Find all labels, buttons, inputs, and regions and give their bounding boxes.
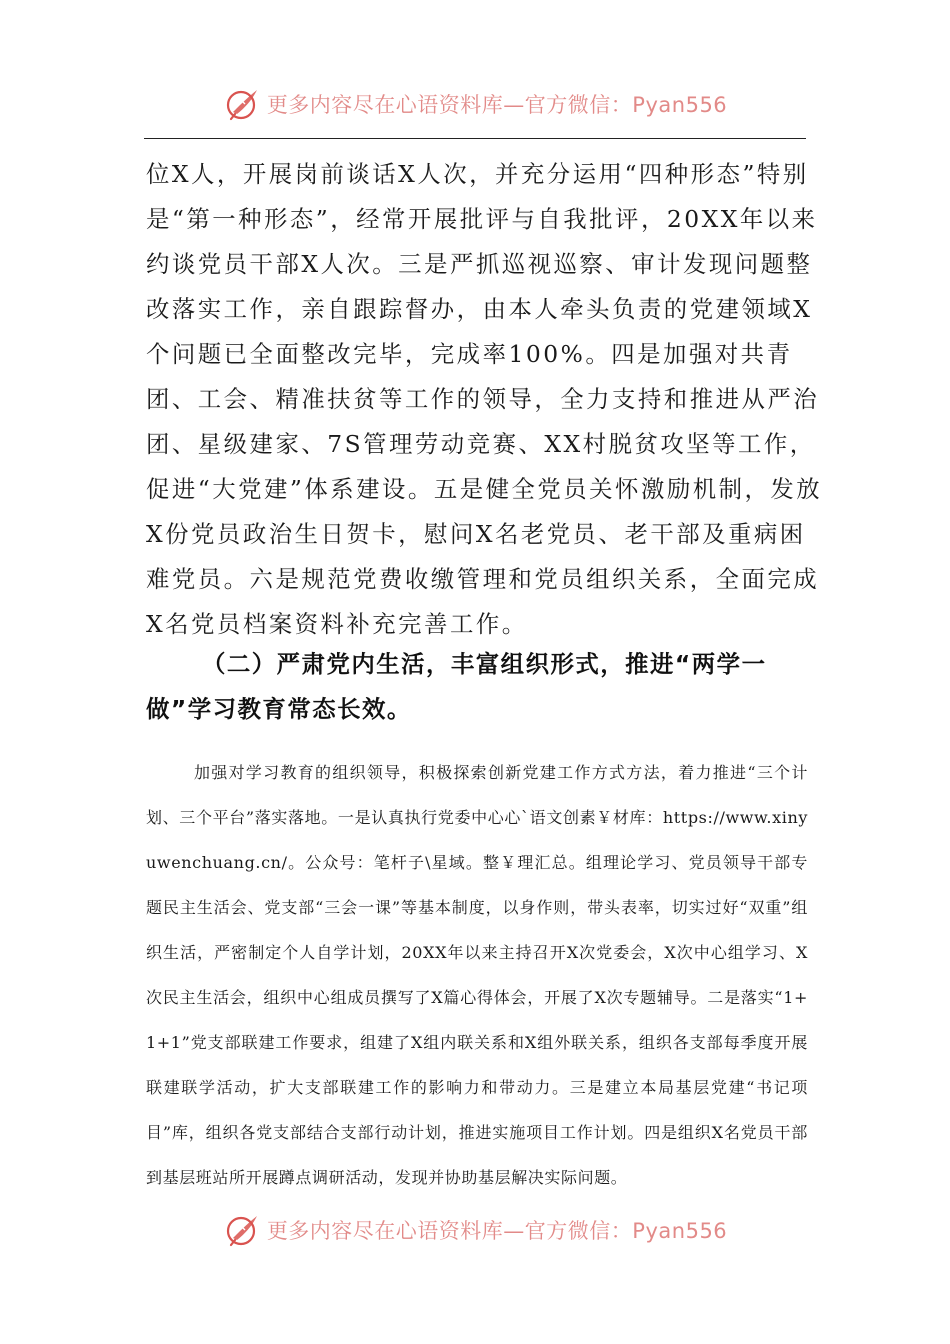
footer-banner-text: 更多内容尽在心语资料库—官方微信：Pyan556 (266, 1219, 728, 1243)
header-banner (0, 82, 950, 126)
section-heading: （二）严肃党内生活，丰富组织形式，推进“两学一做”学习教育常态长效。 (146, 650, 767, 723)
body-paragraph-continued (146, 152, 826, 647)
quill-logo-icon (223, 1210, 263, 1250)
paragraph-text: 位X人，开展岗前谈话X人次，并充分运用“四种形态”特别是“第一种形态”，经常开展批评与自我批评，20XX年以来约谈党员干部X人次。三是严抓巡视巡察、审计发现问题整改落实工作，亲自跟踪督办，由本人牵头负责的党建领域X个问题已全面整改完毕，完成率100%。四是加强对共青团、工会、精准扶贫等工作的领导，全力支持和推进从严治团、星级建家、7S管理劳动竞赛、XX村脱贫攻坚等工作，促进“大党建”体系建设。五是健全党员关怀激励机制，发放X份党员政治生日贺卡，慰问X名老党员、老干部及重病困难党员。六是规范党费收缴管理和党员组织关系，全面完成X名党员档案资料补充完善工作。 (146, 160, 823, 638)
footer-banner (0, 1208, 950, 1252)
header-banner-text: 更多内容尽在心语资料库—官方微信：Pyan556 (266, 93, 728, 117)
header-divider (144, 138, 806, 139)
quill-logo-icon (223, 84, 263, 124)
body-paragraph-small: 加强对学习教育的组织领导，积极探索创新党建工作方式方法，着力推进“三个计划、三个平台”落实落地。一是认真执行党委中心心`语文创素￥材库：https://www.xinyuwenchuang.cn/。公众号：笔杆子\星域。整￥理汇总。组理论学习、党员领导干部专题民主生活会、党支部“三会一课”等基本制度，以身作则，带头表率，切实过好“双重”组织生活，严密制定个人自学计划，20XX年以来主持召开X次党委会，X次中心组学习、X次民主生活会，组织中心组成员撰写了X篇心得体会，开展了X次专题辅导。二是落实“1+1+1”党支部联建工作要求，组建了X组内联关系和X组外联关系，组织各支部每季度开展联建联学活动，扩大支部联建工作的影响力和带动力。三是建立本局基层党建“书记项目”库，组织各党支部结合支部行动计划，推进实施项目工作计划。四是组织X名党员干部到基层班站所开展蹲点调研活动，发现并协助基层解决实际问题。 (146, 763, 808, 1187)
